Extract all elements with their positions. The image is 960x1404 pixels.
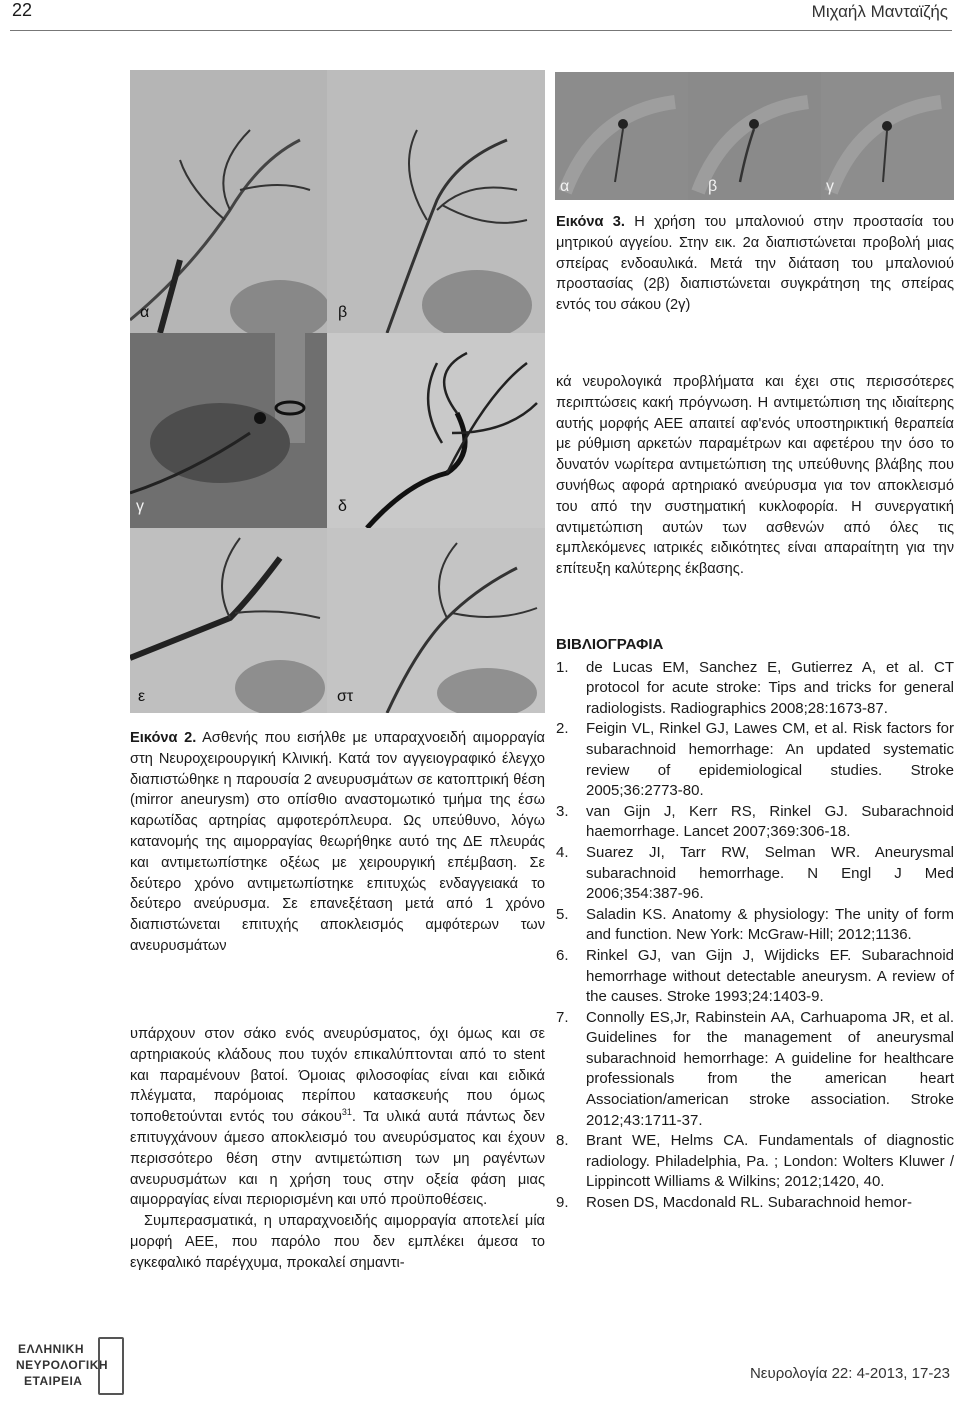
figure2-label-e: ε (138, 688, 146, 705)
logo-emblem-icon (98, 1337, 124, 1395)
reference-text: Brant WE, Helms CA. Fundamentals of diagnostic radiology. Philadelphia, Pa. ; London: Wolters Kluwer / Lippincott Williams & Wilkins; 2012;1420, 40. (586, 1132, 954, 1191)
reference-item (556, 658, 954, 720)
figure3-caption-text: Η χρήση του μπαλονιού στην προστασία του μητρικού αγγείου. Στην εικ. 2α διαπιστώνεται προβολή μιας σπείρας ενδοαυλικά. Μετά την διάταση του μπαλονιού προστασίας (2β) διαπιστώνεται συγκράτηση της σπείρας εντός του σάκου (2γ) (556, 214, 954, 314)
figure2-label-f: στ (337, 688, 354, 705)
reference-number: 6. (556, 946, 569, 964)
figure2-panel-d (327, 333, 545, 528)
reference-number: 9. (556, 1194, 569, 1212)
figure2-label-a: α (140, 304, 150, 321)
figure3-caption-label: Εικόνα 3. (556, 214, 625, 230)
reference-item (556, 802, 954, 843)
right-body-text (556, 372, 954, 580)
left-body-text (130, 1024, 545, 1274)
reference-text: Feigin VL, Rinkel GJ, Lawes CM, et al. Risk factors for subarachnoid hemorrhage: An updated systematic review of epidemiological studies. Stroke 2005;36:2773-80. (586, 720, 954, 800)
figure2-caption (130, 728, 545, 957)
header-rule (10, 30, 952, 31)
reference-text: Connolly ES,Jr, Rabinstein AA, Carhuapoma JR, et al. Guidelines for the management of aneurysmal subarachnoid hemorrhage: A guideline for healthcare professionals from the american heart Association/american stroke association. Stroke 2012;43:1711-37. (586, 1008, 954, 1129)
figure2-label-b: β (338, 304, 348, 321)
society-logo (16, 1336, 134, 1394)
figure3-label-c: γ (826, 178, 834, 195)
reference-text: Rosen DS, Macdonald RL. Subarachnoid hemor- (586, 1194, 913, 1212)
logo-line-1: ΕΛΛΗΝΙΚΗ (18, 1342, 85, 1356)
reference-text: Saladin KS. Anatomy & physiology: The unity of form and function. New York: McGraw-Hill; 2012;1136. (586, 905, 954, 944)
right-body-paragraph-1: κά νευρολογικά προβλήματα και έχει στις περισσότερες περιπτώσεις κακή πρόγνωση. Η αντιμετώπιση της ιδιαίτερης αυτής μορφής ΑΕΕ απαιτεί αφ'ενός υποστηρικτική θεραπεία με ρύθμιση αρκετών παραμέτρων και αφετέρου την όσο το δυνατόν νωρίτερα αντιμετώπιση της υπεύθυνης βλάβης που συνήθως αφορά αρτηριακό ανεύρυσμα για τον αποκλεισμό του από την συστηματική κυκλοφορία. Η συνεργατική αντιμετώπιση αυτών των ασθενών από όλες τις εμπλεκόμενες ιατρικές ειδικότητες είναι απαραίτητη για την επίτευξη καλύτερης έκβασης. (556, 374, 954, 578)
figure2-label-c: γ (136, 498, 144, 515)
reference-number: 4. (556, 843, 569, 861)
reference-item (556, 843, 954, 905)
references-title: ΒΙΒΛΙΟΓΡΑΦΙΑ (556, 636, 664, 653)
logo-line-3: ΕΤΑΙΡΕΙΑ (24, 1374, 83, 1388)
figure2-panel-b (327, 70, 545, 333)
figure3-label-a: α (560, 178, 570, 195)
figure3-panel-a (555, 72, 688, 200)
figure2-caption-text: Ασθενής που εισήλθε με υπαραχνοειδή αιμορραγία στη Νευροχειρουργική Κλινική. Κατά τον αγγειογραφικό έλεγχο διαπιστώθηκε η παρουσία 2 ανευρυσμάτων σε κατοπτρική θέση (mirror aneurysm) στο οπίσθιο αναστομωτικό τμήμα της έσω καρωτίδας αρτηρίας αμφοτερόπλευρα. Ως υπεύθυνο, λόγω κατανομής της αιμορραγίας θεωρήθηκε αυτό της ΔΕ πλευράς και αντιμετωπίστηκε οξέως με χειρουργική επέμβαση. Σε δεύτερο χρόνο αντιμετωπίστηκε επιτυχώς ενδαγγειακά το δεύτερο ανεύρυσμα. Σε επανεξέταση μετά από 1 χρόνο διαπιστώνεται επιτυχής αποκλεισμός αμφότερων των ανευρυσμάτων (130, 730, 545, 954)
reference-text: Rinkel GJ, van Gijn J, Wijdicks EF. Subarachnoid hemorrhage without detectable aneurysm. A review of the causes. Stroke 1993;24:1403-9. (586, 946, 954, 1006)
reference-text: Suarez JI, Tarr RW, Selman WR. Aneurysmal subarachnoid hemorrhage. N Engl J Med 2006;354:387-96. (586, 843, 954, 903)
reference-item (556, 719, 954, 801)
journal-citation: Νευρολογία 22: 4-2013, 17-23 (749, 1365, 950, 1382)
reference-number: 7. (556, 1008, 569, 1026)
figure2-panel-f (327, 528, 545, 713)
figure2-label-d: δ (338, 498, 347, 515)
figure2-caption-label: Εικόνα 2. (130, 730, 197, 746)
figure2-panel-e (130, 528, 327, 713)
figure2-panel-a (130, 70, 327, 333)
figure3-label-b: β (708, 178, 718, 195)
figure2-panel-c (130, 333, 327, 528)
left-body-p1b: . Τα υλικά αυτά πάντως δεν επιτυγχάνουν άμεσο αποκλεισμό του ανευρύσματος και έχουν περισσότερο θέση στην αντιμετώπιση των μη ραγέντων ανευρυσμάτων και η χρήση τους στην οξεία φάση μιας αιμορραγίας είναι περιορισμένη και υπό προϋποθέσεις. (130, 1109, 545, 1209)
left-body-paragraph-2: Συμπερασματικά, η υπαραχνοειδής αιμορραγία αποτελεί μία μορφή ΑΕΕ, που παρόλο που δεν εμπλέκει άμεσα το εγκεφαλικό παρέγχυμα, προκαλεί σημαντι- (130, 1213, 545, 1271)
reference-item (556, 946, 954, 1008)
reference-text: de Lucas EM, Sanchez E, Gutierrez A, et al. CT protocol for acute stroke: Tips and tricks for general radiologists. Radiographics 2008;28:1673-87. (586, 658, 954, 717)
reference-number: 2. (556, 720, 569, 738)
left-body-paragraph-1 (130, 1024, 545, 1211)
reference-number: 5. (556, 905, 569, 923)
logo-line-2: ΝΕΥΡΟΛΟΓΙΚΗ (16, 1358, 109, 1372)
reference-item (556, 1131, 954, 1193)
figure3-panel-c (821, 72, 954, 200)
reference-item (556, 1008, 954, 1132)
citation-31: 31 (341, 1107, 352, 1118)
left-body-p1a: υπάρχουν στον σάκο ενός ανευρύσματος, όχι όμως και σε αρτηριακούς κλάδους που τυχόν επικαλύπτονται από το stent και παραμένουν βατοί. Όμοιας φιλοσοφίας είναι και ειδικά πλέγματα, παρόμοιας περίπου κατασκευής που όμως τοποθετούνται εντός του σάκου (130, 1026, 545, 1126)
reference-number: 1. (556, 658, 569, 676)
references-section (556, 635, 954, 1214)
reference-number: 8. (556, 1132, 569, 1150)
reference-number: 3. (556, 802, 569, 820)
reference-text: van Gijn J, Kerr RS, Rinkel GJ. Subarachnoid haemorrhage. Lancet 2007;369:306-18. (586, 802, 954, 841)
running-header-author: Μιχαήλ Μανταϊζής (811, 2, 948, 21)
page-number: 22 (12, 0, 33, 20)
reference-item (556, 1193, 954, 1214)
reference-item (556, 905, 954, 946)
figure3-caption (556, 212, 954, 316)
